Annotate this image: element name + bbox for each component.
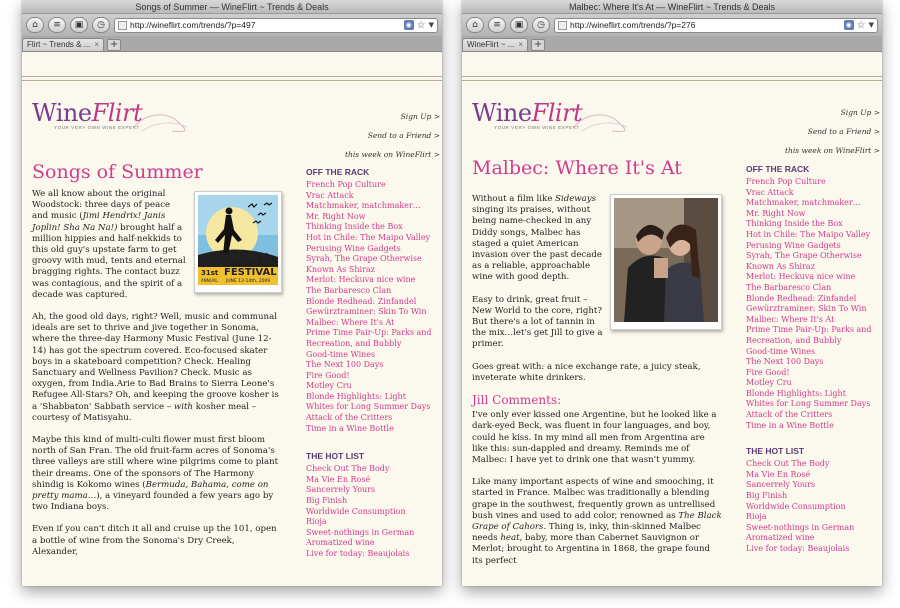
history-icon[interactable]: ◷: [532, 17, 550, 33]
sidebar-link[interactable]: Ma Vie En Rosé: [746, 469, 811, 479]
browser-window-right: [462, 0, 882, 586]
paragraph-text: brought half a million hippies and half-nekkids to this old guy's upstate farm to get groovy with mud, tents and eternal bragging rights. The contact buzz was contagious, and the spirit of a decade was captured.: [32, 222, 186, 300]
sidebar-link[interactable]: Thinking Inside the Box: [746, 219, 843, 229]
sidebar-link[interactable]: Rioja: [746, 512, 767, 522]
hot-list: [746, 459, 876, 554]
browser-toolbar: [22, 14, 442, 36]
sidebar-link[interactable]: Big Finish: [746, 491, 788, 501]
sidebar-link[interactable]: Fire Good!: [746, 367, 790, 377]
sidebar-link[interactable]: Sancerrely Yours: [746, 480, 816, 490]
new-tab-button[interactable]: +: [107, 39, 121, 51]
article-paragraph: [32, 524, 282, 558]
hot-list: [306, 464, 436, 559]
bookmarks-icon[interactable]: ≡: [488, 17, 506, 33]
sidebar-link[interactable]: The Next 100 Days: [306, 360, 384, 370]
off-the-rack-list: [746, 177, 876, 431]
off-the-rack-heading: OFF THE RACK: [306, 167, 370, 177]
sidebar-link[interactable]: Prime Time Pair-Up: Parks and Recreation, and Bubbly: [306, 328, 432, 348]
stop-icon[interactable]: ▣: [510, 17, 528, 33]
rss-icon[interactable]: ◉: [845, 21, 852, 29]
comments-heading: Jill Comments:: [472, 393, 562, 408]
paragraph-text: Without a film like: [472, 194, 556, 204]
sidebar-link[interactable]: Live for today: Beaujolais: [306, 549, 410, 558]
sidebar-link[interactable]: Aromatized wine: [746, 533, 815, 543]
festival-poster: [194, 191, 282, 293]
paragraph-text: Like many important aspects of wine and smooching, it started in France. Malbec was traditionally a blending grape in the southwest, frequently grown as untrellised bush vines and used to add color, renowned as: [472, 477, 716, 521]
sidebar-link[interactable]: Vrac Attack: [306, 190, 354, 200]
star-icon[interactable]: ☆: [856, 19, 866, 31]
poster-title: HARMONY: [204, 251, 268, 264]
sidebar-link[interactable]: Mr. Right Now: [746, 208, 806, 218]
sidebar-link[interactable]: Sweet-nothings in German: [306, 527, 415, 537]
sidebar-link[interactable]: Worldwide Consumption: [746, 501, 846, 511]
sidebar-link[interactable]: Matchmaker, matchmaker…: [746, 198, 861, 208]
sidebar-link[interactable]: French Pop Culture: [746, 177, 826, 186]
paragraph-text: Easy to drink, great fruit – New World to the core, right? But there's a lot of tannin in the mix…let's get Jill to give a primer.: [472, 294, 603, 350]
divider: [462, 76, 882, 77]
sidebar-link[interactable]: French Pop Culture: [306, 180, 386, 189]
home-icon[interactable]: ⌂: [466, 17, 484, 33]
sidebar-link[interactable]: Perusing Wine Gadgets: [306, 243, 401, 253]
stop-icon[interactable]: ▣: [70, 17, 88, 33]
emphasis-text: Jimi Hendrix! Janis Joplin! Sha Na Na!): [32, 211, 166, 233]
this-week-link[interactable]: this week on WineFlirt >: [785, 146, 880, 155]
sidebar-link[interactable]: Blonde Highlights: Light Whites for Long Summer Days: [746, 388, 871, 409]
sidebar-link[interactable]: Hot in Chile: The Maipo Valley: [306, 232, 431, 242]
sidebar-link[interactable]: Gewürztraminer: Skin To Win: [306, 307, 427, 317]
sidebar-link[interactable]: Merlot: Heckuva nice wine: [746, 272, 856, 282]
sidebar-link[interactable]: Hot in Chile: The Maipo Valley: [746, 229, 871, 239]
url-text[interactable]: http://wineflirt.com/trends/?p=276: [570, 20, 696, 30]
emphasis-text: Sideways: [555, 194, 597, 204]
sidebar-link[interactable]: Perusing Wine Gadgets: [746, 240, 841, 250]
chevron-down-icon[interactable]: ▼: [428, 21, 434, 29]
sidebar-link[interactable]: Time in a Wine Bottle: [306, 423, 394, 433]
sidebar-link[interactable]: Attack of the Critters: [746, 410, 833, 420]
poster-edition: 31st: [201, 269, 219, 277]
wineflirt-logo[interactable]: WineFlirt YOUR VERY OWN WINE EXPERT: [32, 99, 192, 139]
tab-current[interactable]: WineFlirt ~ ... ×: [462, 38, 528, 51]
swirl-icon: [132, 107, 192, 137]
article-body: [32, 189, 282, 569]
sidebar-link[interactable]: Sweet-nothings in German: [746, 522, 855, 532]
sidebar-link[interactable]: Syrah, The Grape Otherwise Known As Shiraz: [306, 254, 422, 274]
address-bar[interactable]: [114, 18, 438, 33]
sidebar-link[interactable]: Good-time Wines: [306, 349, 376, 359]
sidebar-link[interactable]: Check Out The Body: [746, 459, 830, 469]
sidebar-link[interactable]: Worldwide Consumption: [306, 506, 406, 516]
paragraph-text: singing its praises, without being name-checked in any Diddy songs, Malbec has staged a quiet American invasion over the past decade as a reliable, approachable wine with good depth.: [472, 205, 602, 283]
sidebar-link[interactable]: Time in a Wine Bottle: [746, 420, 834, 430]
emphasis-text: heat: [500, 533, 520, 544]
history-icon[interactable]: ◷: [92, 17, 110, 33]
sidebar: [746, 164, 876, 555]
address-bar[interactable]: [554, 18, 878, 33]
top-links: [785, 103, 880, 160]
sidebar-link[interactable]: Motley Cru: [306, 381, 352, 391]
tab-bar: [462, 36, 882, 52]
divider: [22, 80, 442, 81]
new-tab-button[interactable]: +: [531, 39, 545, 51]
paragraph-text: . Thing is, inky, thin-skinned Malbec needs: [472, 522, 701, 544]
sidebar: [306, 167, 436, 560]
sidebar-link[interactable]: Thinking Inside the Box: [306, 222, 403, 232]
this-week-link[interactable]: this week on WineFlirt >: [345, 150, 440, 159]
article-paragraph: [32, 312, 282, 424]
sidebar-link[interactable]: Rioja: [306, 517, 327, 527]
sidebar-link[interactable]: Gewürztraminer: Skin To Win: [746, 304, 867, 314]
article-paragraph: [472, 477, 722, 567]
emphasis-text: with: [173, 401, 193, 412]
paragraph-text: Even if you can't ditch it all and cruise up the 101, open a bottle of wine from the Sonoma's Dry Creek, Alexander,: [32, 524, 277, 557]
article-paragraph: [472, 362, 722, 384]
page-title: Songs of Summer: [32, 161, 203, 183]
hot-list-heading: THE HOT LIST: [746, 446, 805, 457]
sidebar-link[interactable]: Big Finish: [306, 496, 348, 506]
swirl-icon: [572, 107, 632, 137]
rss-icon[interactable]: ◉: [405, 21, 412, 29]
close-icon[interactable]: ×: [518, 40, 524, 49]
sidebar-link[interactable]: Merlot: Heckuva nice wine: [306, 275, 416, 285]
sidebar-link[interactable]: Malbec: Where It's At: [306, 317, 395, 327]
sidebar-link[interactable]: Check Out The Body: [306, 464, 390, 474]
window-title: Malbec: Where It's At — WineFlirt ~ Trends & Deals: [462, 0, 882, 14]
poster-edition-sub: ANNUAL: [201, 278, 218, 283]
emphasis-text: The Black Grape of Cahors: [472, 510, 722, 533]
paragraph-text: We all know about the original Woodstock: three days of peace and music (: [32, 189, 171, 222]
sidebar-link[interactable]: Blonde Redhead: Zinfandel: [306, 296, 417, 306]
sidebar-link[interactable]: The Barbaresco Clan: [746, 282, 832, 292]
sidebar-link[interactable]: Vrac Attack: [746, 187, 794, 197]
page-content: [22, 55, 442, 586]
page-content: [462, 55, 882, 586]
home-icon[interactable]: ⌂: [26, 17, 44, 33]
paragraph-text: Ah, the good old days, right? Well, music and communal ideals are set to thrive and jive together in Sonoma, where the three-day Harmony Music Festival (June 12-14) has got the spectrum covered. Eco-focused skater boys in a skateboard competition? Check. Healing Sanctuary and Wellness Pavilion? Check. Music as oxygen, from India.Arie to Bad Brains to Sierra Leone's Refugee All-Stars? Oh, and keeping the groove kosher is a 'Shabbaton' Sabbath service –: [32, 312, 279, 412]
divider: [22, 76, 442, 77]
sidebar-link[interactable]: Blonde Highlights: Light Whites for Long Summer Days: [306, 391, 431, 412]
couple-photo-frame: [610, 194, 722, 330]
article-body: [472, 194, 722, 578]
page-title: Malbec: Where It's At: [472, 157, 682, 179]
browser-window-left: [22, 0, 442, 586]
paragraph-text: I've only ever kissed one Argentine, but he looked like a dark-eyed Beck, was fluent in four languages, and boy, could he kiss. In my mind all men from Argentina are like this: sun-dappled and dreamy. Reminds me of Malbec: I have yet to drink one that wasn't yummy.: [472, 410, 717, 466]
paragraph-text: , baby, more than Cabernet Sauvignon or Merlot; brought to Argentina in 1868, the grape found its perfect: [472, 533, 711, 566]
poster-subtitle: FESTIVAL: [224, 267, 277, 278]
signup-link[interactable]: Sign Up >: [400, 112, 440, 121]
emphasis-text: Bermuda, Bahama, come on pretty mama…: [32, 479, 269, 502]
chevron-down-icon[interactable]: ▼: [868, 21, 874, 29]
sidebar-link[interactable]: Syrah, The Grape Otherwise Known As Shiraz: [746, 251, 862, 271]
send-to-friend-link[interactable]: Send to a Friend >: [807, 127, 880, 136]
sidebar-link[interactable]: Ma Vie En Rosé: [306, 474, 371, 484]
couple-photo: [614, 198, 718, 322]
article-paragraph: [32, 435, 282, 513]
paragraph-text: kosher meal – courtesy of Matisyahu.: [32, 401, 257, 423]
paragraph-text: Maybe this kind of multi-culti flower must first bloom north of San Fran. The old fruit-farm acres of Sonoma's three valleys are still where wine pilgrims come to plant their dreams. One of the sponsors of The Harmony shindig is Kokomo wines (: [32, 435, 279, 490]
comment-paragraphs: [472, 410, 722, 567]
sidebar-link[interactable]: Attack of the Critters: [306, 413, 393, 423]
top-links: [345, 107, 440, 164]
tab-current[interactable]: Flirt ~ Trends & ... ×: [22, 38, 104, 51]
hot-list-heading: THE HOT LIST: [306, 451, 365, 462]
sidebar-link[interactable]: Fire Good!: [306, 370, 350, 380]
wineflirt-logo[interactable]: WineFlirt YOUR VERY OWN WINE EXPERT: [472, 99, 632, 139]
sidebar-link[interactable]: Good-time Wines: [746, 346, 816, 356]
page-icon: [118, 21, 127, 30]
tab-bar: [22, 36, 442, 52]
sidebar-link[interactable]: Sancerrely Yours: [306, 485, 376, 495]
sidebar-link[interactable]: Malbec: Where It's At: [746, 314, 835, 324]
browser-toolbar: [462, 14, 882, 36]
sidebar-link[interactable]: The Barbaresco Clan: [306, 285, 392, 295]
window-title: Songs of Summer — WineFlirt ~ Trends & Deals: [22, 0, 442, 14]
harmony-festival-image: [198, 195, 278, 285]
sidebar-link[interactable]: Mr. Right Now: [306, 211, 366, 221]
sidebar-link[interactable]: Motley Cru: [746, 378, 792, 388]
send-to-friend-link[interactable]: Send to a Friend >: [367, 131, 440, 140]
close-icon[interactable]: ×: [94, 40, 100, 49]
star-icon[interactable]: ☆: [416, 19, 426, 31]
sidebar-link[interactable]: Live for today: Beaujolais: [746, 544, 850, 553]
sidebar-link[interactable]: The Next 100 Days: [746, 357, 824, 367]
sidebar-link[interactable]: Blonde Redhead: Zinfandel: [746, 293, 857, 303]
divider: [462, 80, 882, 81]
off-the-rack-list: [306, 180, 436, 434]
poster-dates: JUNE 12-14th, 2009: [226, 279, 271, 284]
sidebar-link[interactable]: Matchmaker, matchmaker…: [306, 201, 421, 211]
paragraph-text: ), a vineyard founded a few years ago by two Indiana boys.: [32, 491, 274, 513]
off-the-rack-heading: OFF THE RACK: [746, 164, 810, 174]
page-icon: [558, 21, 567, 30]
bookmarks-icon[interactable]: ≡: [48, 17, 66, 33]
signup-link[interactable]: Sign Up >: [840, 108, 880, 117]
sidebar-link[interactable]: Prime Time Pair-Up: Parks and Recreation, and Bubbly: [746, 325, 872, 345]
paragraph-text: Goes great with: a nice exchange rate, a juicy steak, inveterate white drinkers.: [472, 361, 701, 383]
article-paragraph: [472, 410, 722, 466]
url-text[interactable]: http://wineflirt.com/trends/?p=497: [130, 20, 256, 30]
sidebar-link[interactable]: Aromatized wine: [306, 538, 375, 548]
